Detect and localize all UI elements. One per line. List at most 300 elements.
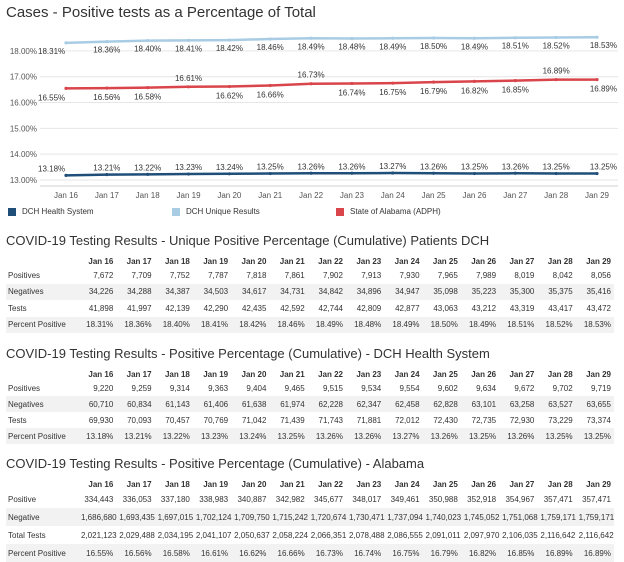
column-header: Jan 29 — [586, 369, 611, 379]
table-cell: 13.27% — [384, 428, 422, 444]
x-tick-label: Jan 27 — [503, 191, 528, 200]
table-cell: 9,220 — [93, 383, 114, 393]
table-cell: 8,019 — [514, 270, 535, 280]
data-label: 13.25% — [542, 162, 570, 172]
y-tick-label: 13.00% — [9, 176, 37, 185]
data-point — [391, 171, 394, 174]
x-tick-label: Jan 17 — [94, 191, 119, 200]
y-tick-label: 15.00% — [9, 124, 37, 134]
data-label: 18.40% — [134, 44, 162, 54]
table-cell: 7,787 — [208, 270, 229, 280]
table-cell: 34,503 — [193, 284, 231, 301]
table-cell: 13.26% — [499, 428, 537, 444]
table-cell: 60,834 — [116, 396, 154, 412]
table-cell: 1,709,750 — [231, 508, 269, 526]
table-cell: 69,930 — [88, 415, 114, 425]
table-cell: 9,719 — [590, 383, 611, 393]
table-cell: 2,091,011 — [425, 530, 461, 540]
y-tick-label: 17.00% — [9, 72, 37, 82]
table-cell: 34,226 — [78, 284, 116, 301]
column-header: Jan 27 — [509, 369, 535, 379]
table-cell: 13.25% — [269, 428, 307, 444]
table-cell: 16.73% — [308, 544, 346, 562]
column-header: Jan 21 — [279, 256, 305, 266]
y-tick-label: 18.00% — [9, 46, 37, 56]
column-header: Jan 18 — [164, 479, 190, 489]
table-cell: 42,435 — [241, 303, 267, 313]
table-cell: 63,258 — [499, 396, 537, 412]
table-cell: 9,702 — [552, 383, 573, 393]
table-cell: 8,042 — [552, 270, 573, 280]
table-cell: 340,887 — [237, 494, 267, 504]
table-cell: 61,974 — [269, 396, 307, 412]
table-row — [6, 300, 614, 317]
column-header: Jan 22 — [318, 479, 343, 489]
table-cell: 71,881 — [356, 415, 382, 425]
data-label: 18.52% — [542, 41, 570, 51]
table-cell: 18.52% — [537, 317, 575, 334]
column-header: Jan 24 — [394, 256, 420, 266]
table-header-row — [6, 478, 614, 490]
dch-health-system-table — [6, 368, 614, 444]
table-cell: 34,617 — [231, 284, 269, 301]
table-cell: 18.41% — [193, 317, 231, 334]
data-point — [105, 86, 108, 89]
table-row — [6, 267, 614, 284]
table-cell: 18.49% — [461, 317, 499, 334]
table-cell: 1,737,094 — [384, 508, 422, 526]
table-cell: 70,457 — [165, 415, 190, 425]
table-cell: 13.22% — [155, 428, 193, 444]
data-point — [473, 172, 476, 175]
table-cell: 18.51% — [499, 317, 537, 334]
data-label: 16.89% — [589, 84, 617, 94]
table-cell: 16.55% — [78, 544, 116, 562]
table-cell: 9,672 — [514, 383, 535, 393]
data-point — [269, 172, 272, 175]
data-point — [555, 172, 558, 175]
table-cell: 7,672 — [93, 270, 114, 280]
table-cell: 62,828 — [423, 396, 461, 412]
data-label: 16.74% — [338, 88, 366, 98]
table-cell: 16.79% — [423, 544, 461, 562]
column-header: Jan 22 — [318, 256, 343, 266]
column-header: Jan 16 — [88, 479, 114, 489]
row-label: Tests — [8, 303, 27, 313]
table-cell: 9,404 — [246, 383, 267, 393]
column-header: Jan 19 — [203, 479, 229, 489]
legend-swatch-icon — [8, 208, 16, 216]
data-point — [391, 37, 394, 40]
header-spacer — [6, 255, 78, 267]
table-cell: 13.26% — [346, 428, 384, 444]
table-row — [6, 380, 614, 396]
data-point — [432, 36, 435, 39]
table-cell: 61,406 — [193, 396, 231, 412]
y-tick-label: 14.00% — [9, 150, 37, 160]
x-tick-label: Jan 23 — [339, 191, 364, 200]
table-cell: 34,731 — [269, 284, 307, 301]
table-cell: 2,041,107 — [195, 530, 232, 540]
table-cell: 338,983 — [199, 494, 229, 504]
table-cell: 7,930 — [399, 270, 420, 280]
table-cell: 73,229 — [548, 415, 573, 425]
series-line — [66, 173, 597, 175]
table-cell: 41,997 — [127, 303, 152, 313]
data-label: 18.46% — [256, 43, 284, 53]
column-header: Jan 16 — [88, 256, 114, 266]
x-tick-label: Jan 29 — [584, 191, 610, 200]
data-point — [146, 173, 149, 176]
data-label: 18.41% — [174, 44, 203, 54]
data-label: 13.25% — [460, 162, 489, 172]
table-cell: 73,374 — [586, 415, 611, 425]
x-tick-label: Jan 16 — [53, 191, 79, 200]
table-cell: 35,300 — [499, 284, 537, 301]
data-point — [228, 172, 231, 175]
data-point — [595, 172, 598, 175]
data-point — [269, 37, 272, 40]
data-label: 18.51% — [501, 41, 529, 51]
table-cell: 16.74% — [346, 544, 384, 562]
table-cell: 9,554 — [399, 383, 420, 393]
table-cell: 16.66% — [269, 544, 307, 562]
table-cell: 2,097,970 — [463, 530, 500, 540]
table-cell: 72,930 — [509, 415, 535, 425]
chart-legend — [0, 207, 624, 221]
data-point — [228, 38, 231, 41]
header-spacer — [6, 478, 78, 490]
column-header: Jan 24 — [394, 479, 420, 489]
row-label: Positives — [8, 270, 41, 280]
data-point — [514, 172, 517, 175]
table-cell: 63,101 — [461, 396, 499, 412]
column-header: Jan 20 — [241, 369, 267, 379]
data-label: 16.66% — [256, 90, 284, 100]
data-point — [309, 82, 312, 85]
data-label: 13.21% — [93, 163, 121, 173]
table-cell: 342,982 — [275, 494, 305, 504]
row-label: Percent Positive — [6, 428, 78, 444]
chart-title: Cases - Positive tests as a Percentage of Total — [6, 4, 316, 21]
table-cell: 18.46% — [269, 317, 307, 334]
table-cell: 42,290 — [203, 303, 229, 313]
table-cell: 34,288 — [116, 284, 154, 301]
column-header: Jan 23 — [356, 369, 382, 379]
table-cell: 71,439 — [280, 415, 305, 425]
table-cell: 349,461 — [390, 494, 420, 504]
row-label: Negatives — [6, 396, 78, 412]
table-cell: 63,527 — [537, 396, 575, 412]
table-cell: 7,913 — [361, 270, 382, 280]
alabama-table-title: COVID-19 Testing Results - Positive Percentage (Cumulative) - Alabama — [6, 456, 425, 471]
column-header: Jan 26 — [471, 479, 497, 489]
data-label: 16.89% — [542, 66, 570, 76]
data-label: 13.25% — [256, 162, 284, 172]
x-tick-label: Jan 21 — [258, 191, 283, 200]
column-header: Jan 28 — [547, 369, 573, 379]
table-cell: 9,602 — [437, 383, 458, 393]
table-cell: 2,078,488 — [348, 530, 385, 540]
table-cell: 43,063 — [433, 303, 458, 313]
data-point — [595, 36, 598, 39]
data-label: 16.61% — [174, 73, 203, 83]
column-header: Jan 20 — [241, 256, 267, 266]
data-label: 16.55% — [38, 93, 66, 103]
line-chart — [0, 0, 624, 205]
table-cell: 354,967 — [505, 494, 535, 504]
x-tick-label: Jan 20 — [217, 191, 242, 200]
data-point — [555, 36, 558, 39]
data-point — [514, 79, 517, 82]
legend-label: DCH Unique Results — [186, 207, 260, 216]
table-cell: 8,056 — [590, 270, 611, 280]
column-header: Jan 27 — [509, 479, 535, 489]
table-cell: 16.61% — [193, 544, 231, 562]
table-cell: 7,818 — [246, 270, 267, 280]
x-tick-label: Jan 26 — [462, 191, 487, 200]
legend-label: DCH Health System — [22, 207, 94, 216]
table-cell: 350,988 — [428, 494, 458, 504]
data-point — [64, 41, 67, 44]
table-cell: 18.48% — [346, 317, 384, 334]
table-cell: 9,314 — [169, 383, 190, 393]
data-point — [391, 82, 394, 85]
table-cell: 9,515 — [322, 383, 343, 393]
table-cell: 16.85% — [499, 544, 537, 562]
table-cell: 2,116,642 — [540, 530, 576, 540]
row-label: Percent Positive — [6, 544, 78, 562]
data-label: 13.27% — [379, 162, 407, 172]
table-cell: 13.25% — [576, 428, 614, 444]
data-label: 13.25% — [589, 162, 617, 172]
table-cell: 9,363 — [208, 383, 229, 393]
table-cell: 13.25% — [461, 428, 499, 444]
dch-health-system-table-title: COVID-19 Testing Results - Positive Percentage (Cumulative) - DCH Health System — [6, 346, 490, 361]
column-header: Jan 27 — [509, 256, 535, 266]
data-point — [105, 40, 108, 43]
table-cell: 62,347 — [346, 396, 384, 412]
table-cell: 72,012 — [395, 415, 420, 425]
table-cell: 2,058,224 — [272, 530, 308, 540]
data-point — [309, 172, 312, 175]
table-row — [6, 317, 614, 334]
table-cell: 18.42% — [231, 317, 269, 334]
data-point — [473, 80, 476, 83]
data-label: 18.53% — [589, 41, 617, 51]
column-header: Jan 23 — [356, 256, 382, 266]
row-label: Negatives — [6, 284, 78, 301]
data-point — [105, 173, 108, 176]
legend-item-dch-unique-results[interactable] — [172, 207, 260, 216]
data-label: 16.79% — [420, 87, 448, 97]
column-header: Jan 20 — [241, 479, 267, 489]
column-header: Jan 18 — [164, 369, 190, 379]
y-tick-label: 16.00% — [9, 98, 37, 108]
table-header-row — [6, 255, 614, 267]
table-cell: 18.53% — [576, 317, 614, 334]
table-cell: 9,259 — [131, 383, 152, 393]
table-cell: 16.82% — [461, 544, 499, 562]
table-cell: 16.89% — [537, 544, 575, 562]
data-point — [187, 172, 190, 175]
table-cell: 18.49% — [308, 317, 346, 334]
data-label: 18.42% — [215, 44, 243, 54]
table-cell: 61,143 — [155, 396, 193, 412]
data-label: 13.22% — [134, 163, 162, 173]
data-label: 18.36% — [93, 45, 121, 55]
table-cell: 1,730,471 — [346, 508, 384, 526]
data-label: 16.82% — [460, 86, 489, 96]
table-cell: 1,740,023 — [423, 508, 461, 526]
legend-swatch-icon — [336, 208, 344, 216]
table-cell: 357,471 — [543, 494, 573, 504]
table-cell: 1,693,435 — [116, 508, 154, 526]
table-cell: 9,465 — [284, 383, 305, 393]
data-label: 13.23% — [174, 163, 203, 173]
table-cell: 13.18% — [78, 428, 116, 444]
data-point — [228, 85, 231, 88]
data-label: 13.18% — [38, 164, 66, 174]
data-label: 18.49% — [379, 42, 407, 52]
table-cell: 2,034,195 — [157, 530, 194, 540]
data-point — [432, 172, 435, 175]
table-cell: 2,086,555 — [387, 530, 423, 540]
table-cell: 61,638 — [231, 396, 269, 412]
table-cell: 13.26% — [423, 428, 461, 444]
table-cell: 357,471 — [582, 494, 611, 504]
table-cell: 1,697,015 — [155, 508, 193, 526]
table-cell: 34,947 — [384, 284, 422, 301]
table-cell: 42,139 — [165, 303, 190, 313]
table-cell: 1,720,674 — [308, 508, 346, 526]
data-point — [555, 78, 558, 81]
x-tick-label: Jan 24 — [380, 191, 405, 200]
table-cell: 43,319 — [509, 303, 535, 313]
table-cell: 42,592 — [280, 303, 305, 313]
data-label: 13.26% — [420, 162, 448, 172]
table-cell: 35,223 — [461, 284, 499, 301]
legend-item-state-of-alabama[interactable] — [336, 207, 441, 216]
data-point — [473, 37, 476, 40]
column-header: Jan 25 — [432, 256, 458, 266]
column-header: Jan 21 — [279, 479, 305, 489]
table-cell: 34,896 — [346, 284, 384, 301]
table-cell: 43,417 — [548, 303, 573, 313]
data-point — [187, 85, 190, 88]
table-cell: 71,743 — [318, 415, 343, 425]
data-point — [432, 81, 435, 84]
data-label: 16.56% — [93, 93, 121, 103]
table-cell: 70,093 — [127, 415, 152, 425]
table-cell: 9,634 — [476, 383, 497, 393]
data-label: 18.31% — [38, 46, 66, 56]
table-cell: 2,021,123 — [81, 530, 117, 540]
table-cell: 41,898 — [88, 303, 114, 313]
table-cell: 2,029,488 — [119, 530, 155, 540]
column-header: Jan 17 — [126, 256, 152, 266]
table-cell: 42,809 — [356, 303, 382, 313]
column-header: Jan 26 — [471, 256, 497, 266]
unique-dch-table-title: COVID-19 Testing Results - Unique Positive Percentage (Cumulative) Patients DCH — [6, 233, 490, 248]
table-cell: 7,989 — [476, 270, 497, 280]
data-point — [350, 172, 353, 175]
data-label: 13.24% — [215, 162, 243, 172]
table-cell: 7,752 — [169, 270, 190, 280]
data-point — [350, 37, 353, 40]
column-header: Jan 18 — [164, 256, 190, 266]
table-row — [6, 412, 614, 428]
column-header: Jan 29 — [586, 256, 611, 266]
table-row — [6, 544, 614, 562]
column-header: Jan 17 — [126, 479, 152, 489]
x-tick-label: Jan 25 — [421, 191, 446, 200]
table-cell: 13.26% — [308, 428, 346, 444]
table-cell: 35,375 — [537, 284, 575, 301]
table-cell: 18.50% — [423, 317, 461, 334]
data-label: 13.26% — [297, 162, 325, 172]
table-cell: 2,116,642 — [578, 530, 614, 540]
legend-item-dch-health-system[interactable] — [8, 207, 94, 216]
table-cell: 13.21% — [116, 428, 154, 444]
table-cell: 1,715,242 — [269, 508, 307, 526]
table-cell: 1,702,124 — [193, 508, 231, 526]
data-label: 18.50% — [420, 42, 448, 51]
table-cell: 72,735 — [471, 415, 497, 425]
table-cell: 348,017 — [352, 494, 382, 504]
data-point — [187, 39, 190, 42]
table-cell: 16.75% — [384, 544, 422, 562]
column-header: Jan 24 — [394, 369, 420, 379]
table-cell: 345,677 — [314, 494, 343, 504]
row-label: Total Tests — [8, 530, 46, 540]
table-cell: 1,751,068 — [499, 508, 537, 526]
data-point — [595, 78, 598, 81]
table-header-row — [6, 368, 614, 380]
table-row — [6, 396, 614, 412]
table-row — [6, 428, 614, 444]
column-header: Jan 22 — [318, 369, 343, 379]
table-cell: 63,655 — [576, 396, 614, 412]
table-cell: 2,050,637 — [234, 530, 270, 540]
x-tick-label: Jan 19 — [176, 191, 201, 200]
table-cell: 42,877 — [395, 303, 420, 313]
column-header: Jan 19 — [203, 369, 229, 379]
data-label: 16.73% — [297, 70, 325, 80]
column-header: Jan 16 — [88, 369, 114, 379]
column-header: Jan 28 — [547, 479, 573, 489]
data-label: 18.49% — [297, 42, 325, 52]
legend-swatch-icon — [172, 208, 180, 216]
table-row — [6, 508, 614, 526]
data-point — [269, 84, 272, 87]
table-cell: 2,106,035 — [502, 530, 538, 540]
data-point — [350, 82, 353, 85]
table-cell: 16.58% — [155, 544, 193, 562]
column-header: Jan 23 — [356, 479, 382, 489]
table-cell: 13.23% — [193, 428, 231, 444]
data-label: 16.62% — [215, 91, 243, 101]
table-cell: 16.89% — [576, 544, 614, 562]
column-header: Jan 26 — [471, 369, 497, 379]
row-label: Positives — [8, 383, 41, 393]
x-tick-label: Jan 28 — [544, 191, 569, 200]
table-cell: 16.62% — [231, 544, 269, 562]
table-cell: 34,387 — [155, 284, 193, 301]
table-cell: 13.25% — [537, 428, 575, 444]
table-cell: 18.36% — [116, 317, 154, 334]
table-cell: 7,902 — [322, 270, 343, 280]
